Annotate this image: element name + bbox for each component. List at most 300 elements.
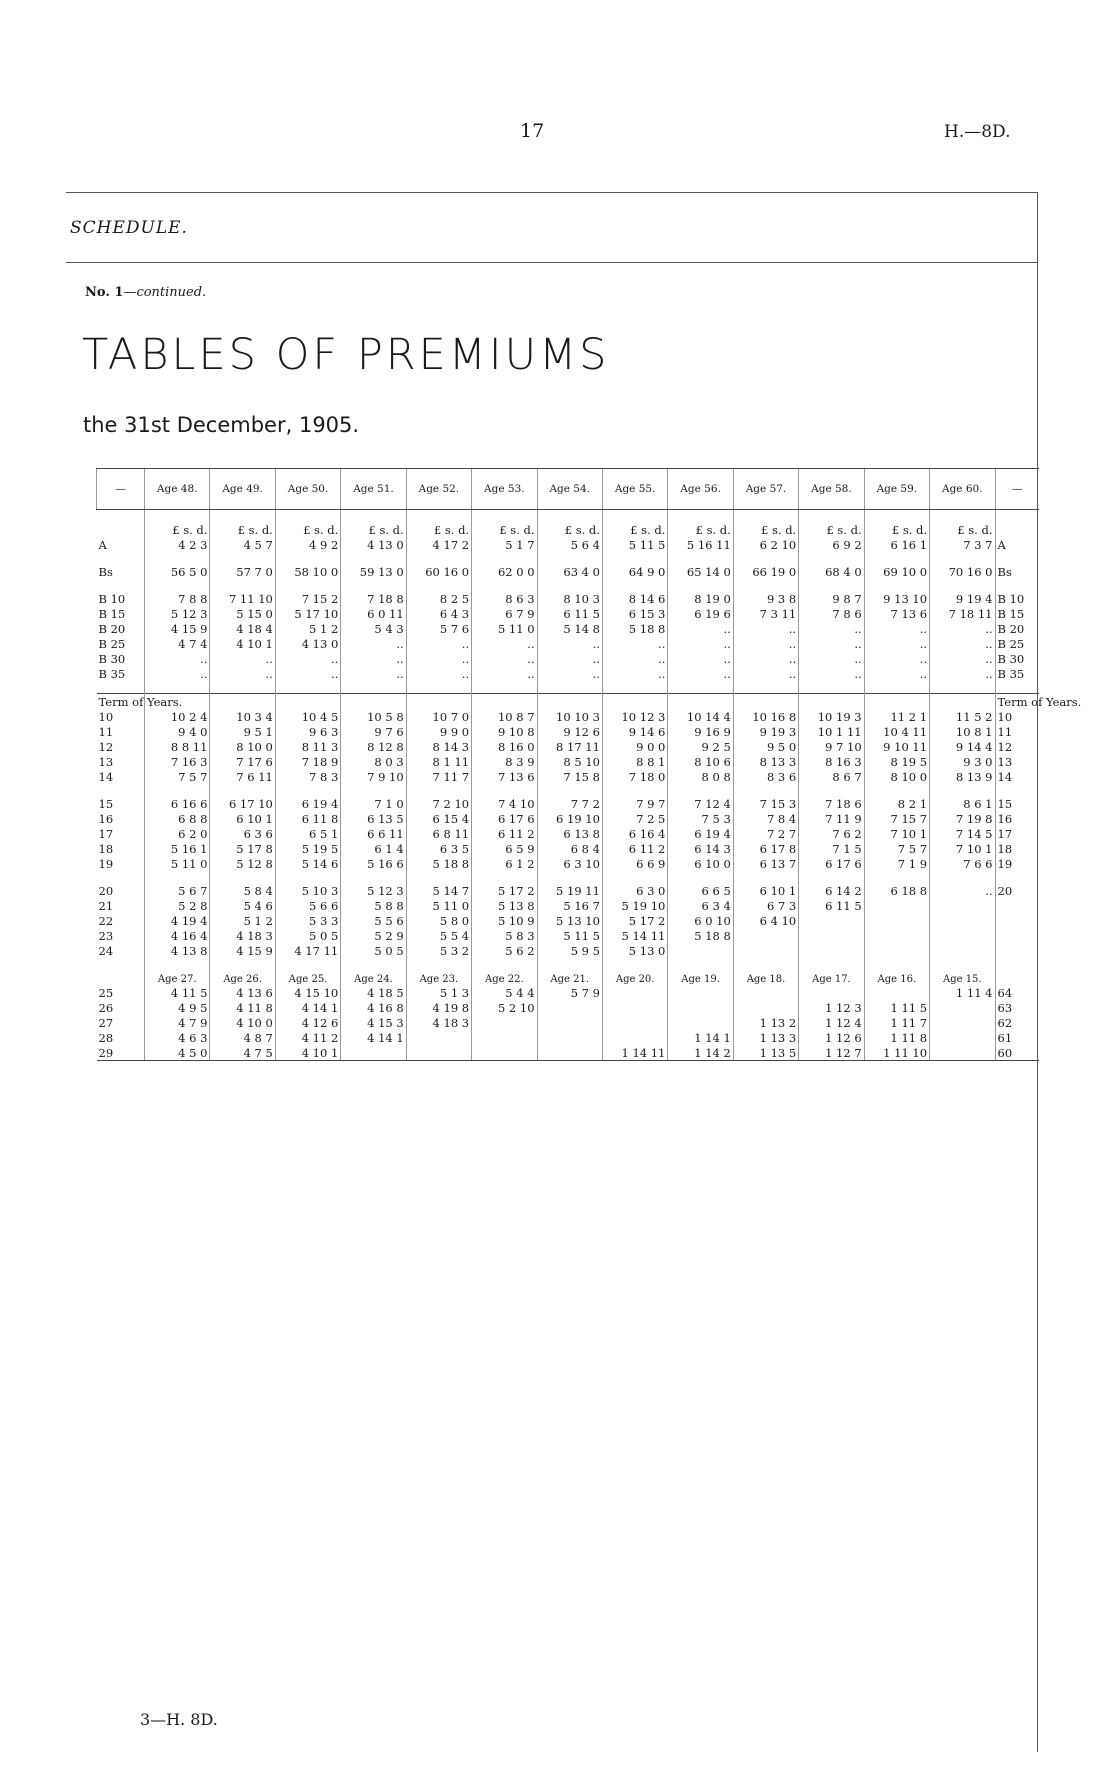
premium-cell [602, 1000, 667, 1015]
table-row [97, 1000, 1040, 1015]
premium-cell: 1 13 5 [733, 1045, 798, 1061]
page-title: TABLES OF PREMIUMS [82, 330, 610, 380]
spacer-cell [341, 552, 406, 564]
term-spacer-cell [733, 694, 798, 710]
spacer-cell [668, 784, 733, 796]
premium-cell: 10 16 8 [733, 709, 798, 724]
premium-cell: 7 18 0 [602, 769, 667, 784]
premium-cell: 6 4 10 [733, 913, 798, 928]
row-label-right [995, 943, 1039, 958]
schedule-rule [66, 262, 1038, 263]
table-row [97, 928, 1040, 943]
premium-cell: 6 19 4 [275, 796, 340, 811]
row-label-right: Bs [995, 564, 1039, 579]
premium-cell [733, 985, 798, 1000]
premium-cell: 5 8 8 [341, 898, 406, 913]
spacer-cell [799, 871, 864, 883]
spacer-cell [341, 871, 406, 883]
premium-cell: .. [864, 666, 929, 681]
age-header-cell: Age 58. [799, 469, 864, 510]
premium-cell: 4 13 6 [210, 985, 275, 1000]
premium-cell: 6 0 11 [341, 606, 406, 621]
premium-cell: 9 7 6 [341, 724, 406, 739]
premium-cell: 5 8 0 [406, 913, 471, 928]
row-label: Bs [98, 564, 113, 579]
premium-cell: 7 2 7 [733, 826, 798, 841]
premium-cell: .. [537, 636, 602, 651]
premium-cell: 7 10 1 [864, 826, 929, 841]
premium-cell: 4 18 3 [406, 1015, 471, 1030]
premium-cell: .. [275, 651, 340, 666]
premium-cell: 7 18 9 [275, 754, 340, 769]
premium-cell: 5 9 5 [537, 943, 602, 958]
premium-cell [930, 943, 995, 958]
premium-cell: 4 15 10 [275, 985, 340, 1000]
premium-cell: 7 1 0 [341, 796, 406, 811]
table-row [97, 591, 1040, 606]
spacer-cell [275, 958, 340, 970]
premium-cell [602, 1015, 667, 1030]
premium-cell [864, 913, 929, 928]
premium-cell: 4 2 3 [145, 537, 210, 552]
term-label-row [97, 694, 1040, 710]
premium-cell: 8 10 6 [668, 754, 733, 769]
currency-cell: £ s. d. [537, 522, 602, 537]
spacer-cell [537, 681, 602, 694]
age-header-cell: Age 49. [210, 469, 275, 510]
premium-cell: .. [733, 666, 798, 681]
premium-cell: 8 17 11 [537, 739, 602, 754]
row-label: B 15 [98, 606, 126, 621]
currency-cell: £ s. d. [602, 522, 667, 537]
premium-cell: 5 14 6 [275, 856, 340, 871]
spacer-cell [341, 510, 406, 523]
section-number-suffix: —continued. [123, 285, 207, 300]
premium-cell: 6 8 8 [145, 811, 210, 826]
term-spacer-cell [210, 694, 275, 710]
spacer-cell [602, 958, 667, 970]
premium-cell [733, 1000, 798, 1015]
table-row [97, 666, 1040, 681]
premium-cell: 7 15 8 [537, 769, 602, 784]
premium-cell [799, 928, 864, 943]
page-subtitle: the 31st December, 1905. [83, 413, 360, 437]
premium-cell: 9 4 0 [145, 724, 210, 739]
spacer-row [97, 579, 1040, 591]
premium-cell: 5 6 2 [472, 943, 537, 958]
premium-cell: 6 17 6 [472, 811, 537, 826]
premium-cell: 4 13 0 [275, 636, 340, 651]
premium-cell: 4 15 3 [341, 1015, 406, 1030]
premium-cell: .. [733, 636, 798, 651]
section-number-text: No. 1 [85, 285, 124, 300]
premium-cell: 9 13 10 [864, 591, 929, 606]
spacer-cell [733, 579, 798, 591]
premium-cell: 10 3 4 [210, 709, 275, 724]
premium-cell: 64 9 0 [602, 564, 667, 579]
premium-cell: 4 10 1 [275, 1045, 340, 1061]
spacer-cell [668, 510, 733, 523]
spacer-cell [472, 958, 537, 970]
premium-cell: .. [799, 666, 864, 681]
premium-cell: 5 5 6 [341, 913, 406, 928]
row-label: 25 [98, 985, 114, 1000]
row-label: 23 [98, 928, 114, 943]
spacer-cell [97, 681, 145, 694]
premium-cell: .. [668, 651, 733, 666]
premium-cell: 5 0 5 [275, 928, 340, 943]
premium-cell: 6 4 3 [406, 606, 471, 621]
row-label: 16 [98, 811, 114, 826]
premium-cell: 5 14 8 [537, 621, 602, 636]
premium-cell: .. [406, 651, 471, 666]
premium-cell: 8 2 5 [406, 591, 471, 606]
premium-cell: 9 10 11 [864, 739, 929, 754]
premium-cell: 5 10 9 [472, 913, 537, 928]
lower-age-label: Age 20. [602, 970, 667, 985]
premium-cell: 6 8 4 [537, 841, 602, 856]
premium-cell: 1 13 2 [733, 1015, 798, 1030]
premium-cell [864, 943, 929, 958]
spacer-cell [864, 579, 929, 591]
spacer-cell [537, 958, 602, 970]
premium-cell: .. [799, 651, 864, 666]
premium-cell: 5 13 0 [602, 943, 667, 958]
premium-cell: .. [930, 883, 995, 898]
term-spacer-cell [275, 694, 340, 710]
premium-cell: .. [799, 636, 864, 651]
row-label: 20 [98, 883, 114, 898]
premium-cell: 7 7 2 [537, 796, 602, 811]
row-label: B 25 [98, 636, 126, 651]
premium-cell: 8 6 3 [472, 591, 537, 606]
premium-cell: 62 0 0 [472, 564, 537, 579]
premium-cell: 1 14 1 [668, 1030, 733, 1045]
spacer-cell [275, 681, 340, 694]
premium-cell: 8 12 8 [341, 739, 406, 754]
row-label: 15 [98, 796, 114, 811]
row-label-right: 13 [995, 754, 1039, 769]
premium-cell: 5 16 1 [145, 841, 210, 856]
currency-cell: £ s. d. [733, 522, 798, 537]
table-row [97, 606, 1040, 621]
spacer-cell [799, 579, 864, 591]
spacer-cell [537, 579, 602, 591]
premium-cell: 8 14 6 [602, 591, 667, 606]
premium-cell: 9 5 1 [210, 724, 275, 739]
premium-cell: 10 4 5 [275, 709, 340, 724]
premium-cell: 5 2 10 [472, 1000, 537, 1015]
spacer-cell [537, 871, 602, 883]
premium-cell: 6 16 6 [145, 796, 210, 811]
spacer-cell [210, 681, 275, 694]
premium-cell: 7 15 2 [275, 591, 340, 606]
premium-cell: 8 13 3 [733, 754, 798, 769]
premium-cell: 7 8 6 [799, 606, 864, 621]
premium-cell: 4 15 9 [210, 943, 275, 958]
premium-cell: .. [930, 636, 995, 651]
premium-cell: 7 10 1 [930, 841, 995, 856]
premium-cell: 5 3 2 [406, 943, 471, 958]
lower-age-spacer [995, 970, 1039, 985]
premium-cell: 4 19 4 [145, 913, 210, 928]
premium-cell: 9 0 0 [602, 739, 667, 754]
premium-cell: 6 11 5 [537, 606, 602, 621]
spacer-cell [602, 784, 667, 796]
row-label-right [995, 928, 1039, 943]
premium-cell [472, 1030, 537, 1045]
table-row [97, 739, 1040, 754]
premium-cell: 5 1 2 [210, 913, 275, 928]
premium-cell: .. [864, 621, 929, 636]
currency-cell: £ s. d. [210, 522, 275, 537]
lower-age-row [97, 970, 1040, 985]
premium-cell: 5 1 3 [406, 985, 471, 1000]
premium-cell: 4 5 7 [210, 537, 275, 552]
row-label-right: 15 [995, 796, 1039, 811]
row-label: 21 [98, 898, 114, 913]
premium-cell: .. [210, 651, 275, 666]
spacer-cell [602, 510, 667, 523]
premium-cell: 6 3 10 [537, 856, 602, 871]
premium-cell: .. [799, 621, 864, 636]
table-row [97, 796, 1040, 811]
spacer-cell [537, 552, 602, 564]
premium-cell [930, 1045, 995, 1061]
premium-cell [537, 1030, 602, 1045]
lower-age-label: Age 23. [406, 970, 471, 985]
premium-cell: .. [733, 651, 798, 666]
premium-cell: 7 2 10 [406, 796, 471, 811]
premium-cell: 9 2 5 [668, 739, 733, 754]
term-spacer-cell [668, 694, 733, 710]
spacer-cell [930, 871, 995, 883]
spacer-cell [995, 510, 1039, 523]
term-label: Term of Years. [98, 694, 183, 709]
row-label-right: 10 [995, 709, 1039, 724]
premium-cell: 4 7 9 [145, 1015, 210, 1030]
term-spacer-cell [472, 694, 537, 710]
table-row [97, 856, 1040, 871]
premium-cell: 10 19 3 [799, 709, 864, 724]
spacer-cell [930, 552, 995, 564]
table-row [97, 841, 1040, 856]
spacer-row [97, 681, 1040, 694]
premium-cell: 5 11 0 [145, 856, 210, 871]
premium-cell: 11 2 1 [864, 709, 929, 724]
spacer-cell [799, 958, 864, 970]
lower-age-label: Age 27. [145, 970, 210, 985]
premium-cell: 5 19 10 [602, 898, 667, 913]
premium-cell: 1 12 3 [799, 1000, 864, 1015]
row-label: 26 [98, 1000, 114, 1015]
premium-cell: 1 12 6 [799, 1030, 864, 1045]
premium-cell: 7 13 6 [472, 769, 537, 784]
premium-cell: 9 19 4 [930, 591, 995, 606]
premium-cell: .. [341, 651, 406, 666]
spacer-cell [602, 579, 667, 591]
document-reference: H.—8D. [944, 122, 1011, 142]
spacer-cell [668, 552, 733, 564]
premium-cell: 57 7 0 [210, 564, 275, 579]
spacer-cell [341, 958, 406, 970]
spacer-cell [864, 958, 929, 970]
premium-cell: 10 2 4 [145, 709, 210, 724]
premium-cell: 7 11 9 [799, 811, 864, 826]
spacer-cell [341, 681, 406, 694]
left-header-cell: — [97, 469, 145, 510]
premium-cell: 6 13 5 [341, 811, 406, 826]
row-label-right: 19 [995, 856, 1039, 871]
age-header-cell: Age 54. [537, 469, 602, 510]
premium-cell: 5 1 7 [472, 537, 537, 552]
spacer-cell [472, 510, 537, 523]
page-number: 17 [520, 120, 545, 142]
spacer-cell [864, 784, 929, 796]
footer-reference: 3—H. 8D. [140, 1710, 218, 1729]
row-label: 12 [98, 739, 114, 754]
premium-cell: 6 14 3 [668, 841, 733, 856]
premium-cell: 7 6 6 [930, 856, 995, 871]
spacer-cell [930, 510, 995, 523]
premium-cell: 5 19 11 [537, 883, 602, 898]
premium-cell: 7 12 4 [668, 796, 733, 811]
premium-cell [799, 913, 864, 928]
premium-cell [602, 1030, 667, 1045]
row-label-right: 16 [995, 811, 1039, 826]
lower-age-label: Age 21. [537, 970, 602, 985]
premium-cell: 7 18 11 [930, 606, 995, 621]
spacer-cell [995, 958, 1039, 970]
table-row [97, 826, 1040, 841]
premium-cell: 5 18 8 [406, 856, 471, 871]
premium-cell: 1 11 7 [864, 1015, 929, 1030]
premium-cell: 9 16 9 [668, 724, 733, 739]
premium-cell: 8 10 0 [210, 739, 275, 754]
row-label: B 20 [98, 621, 126, 636]
premium-cell: 5 16 11 [668, 537, 733, 552]
premium-cell: .. [210, 666, 275, 681]
premium-cell: 6 11 8 [275, 811, 340, 826]
premium-cell: 5 8 3 [472, 928, 537, 943]
age-header-cell: Age 60. [930, 469, 995, 510]
spacer-cell [864, 510, 929, 523]
premium-cell: 70 16 0 [930, 564, 995, 579]
premium-cell: 6 19 4 [668, 826, 733, 841]
premium-cell: 5 12 3 [145, 606, 210, 621]
row-label: 29 [97, 1045, 145, 1061]
premium-cell: 5 7 6 [406, 621, 471, 636]
premium-cell [733, 928, 798, 943]
premium-cell: 7 1 9 [864, 856, 929, 871]
premium-cell: 8 10 0 [864, 769, 929, 784]
age-header-cell: Age 59. [864, 469, 929, 510]
premium-cell: 6 8 11 [406, 826, 471, 841]
premium-cell: 4 11 5 [145, 985, 210, 1000]
term-spacer-cell [799, 694, 864, 710]
table-row [97, 1015, 1040, 1030]
premium-cell: .. [472, 666, 537, 681]
premium-cell: 5 14 7 [406, 883, 471, 898]
premium-cell: 5 11 5 [537, 928, 602, 943]
currency-cell: £ s. d. [341, 522, 406, 537]
premium-cell: 10 10 3 [537, 709, 602, 724]
premium-cell: 9 14 6 [602, 724, 667, 739]
premium-cell: 9 19 3 [733, 724, 798, 739]
spacer-cell [930, 681, 995, 694]
spacer-cell [864, 681, 929, 694]
spacer-cell [210, 510, 275, 523]
premium-cell: 6 11 5 [799, 898, 864, 913]
spacer-cell [406, 510, 471, 523]
premium-cell: 8 0 8 [668, 769, 733, 784]
premium-cell: 7 19 8 [930, 811, 995, 826]
premium-cell: 10 1 11 [799, 724, 864, 739]
premium-cell: 8 1 11 [406, 754, 471, 769]
lower-age-label: Age 15. [930, 970, 995, 985]
premium-cell: 5 4 4 [472, 985, 537, 1000]
premium-cell: 5 11 0 [472, 621, 537, 636]
premium-cell: 4 10 1 [210, 636, 275, 651]
age-header-cell: Age 48. [145, 469, 210, 510]
spacer-cell [97, 784, 145, 796]
row-label: 10 [98, 709, 114, 724]
premium-cell [733, 943, 798, 958]
spacer-cell [472, 681, 537, 694]
lower-age-label: Age 24. [341, 970, 406, 985]
premium-cell: 6 3 4 [668, 898, 733, 913]
spacer-cell [799, 552, 864, 564]
table-row [97, 769, 1040, 784]
premium-cell: 5 10 3 [275, 883, 340, 898]
premium-cell: 6 2 10 [733, 537, 798, 552]
premium-cell: 6 5 9 [472, 841, 537, 856]
premium-cell: 1 13 3 [733, 1030, 798, 1045]
premium-cell: .. [733, 621, 798, 636]
premium-cell: 65 14 0 [668, 564, 733, 579]
spacer-cell [995, 552, 1039, 564]
premium-cell: 5 17 10 [275, 606, 340, 621]
premium-cell: .. [930, 621, 995, 636]
premium-cell: .. [406, 636, 471, 651]
spacer-cell [145, 958, 210, 970]
row-label-right: 62 [995, 1015, 1039, 1030]
row-label: B 35 [98, 666, 126, 681]
premium-cell [930, 1030, 995, 1045]
spacer-cell [472, 871, 537, 883]
premium-cell: 5 11 0 [406, 898, 471, 913]
premium-cell: 10 8 7 [472, 709, 537, 724]
premium-cell: 4 11 2 [275, 1030, 340, 1045]
premium-cell: .. [472, 636, 537, 651]
premium-cell: 6 17 6 [799, 856, 864, 871]
row-label: 11 [98, 724, 114, 739]
premium-cell: 7 11 7 [406, 769, 471, 784]
spacer-cell [733, 784, 798, 796]
premium-cell: .. [275, 666, 340, 681]
spacer-cell [210, 871, 275, 883]
premium-cell: 68 4 0 [799, 564, 864, 579]
spacer-cell [537, 510, 602, 523]
premium-cell [930, 913, 995, 928]
currency-label [97, 522, 145, 537]
premium-cell: 4 19 8 [406, 1000, 471, 1015]
lower-age-label: Age 17. [799, 970, 864, 985]
premium-cell: 6 3 6 [210, 826, 275, 841]
premium-cell: 1 11 5 [864, 1000, 929, 1015]
premium-cell: 7 4 10 [472, 796, 537, 811]
premium-cell: 5 18 8 [668, 928, 733, 943]
